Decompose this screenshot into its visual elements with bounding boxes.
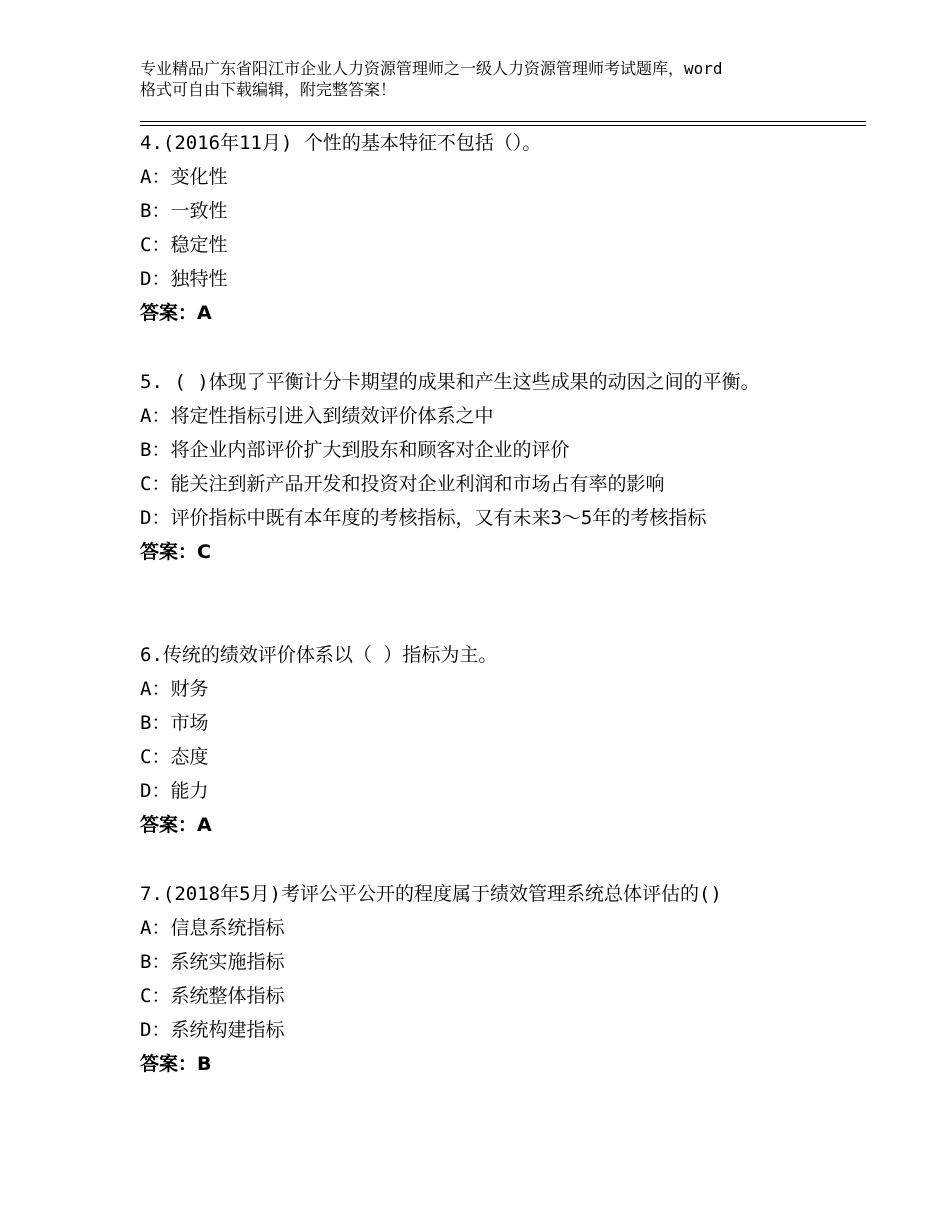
option-text: 系统构建指标 bbox=[170, 1019, 285, 1041]
option-c bbox=[140, 979, 830, 1013]
option-text: 能关注到新产品开发和投资对企业利润和市场占有率的影响 bbox=[170, 473, 665, 495]
option-text: 稳定性 bbox=[170, 234, 228, 256]
option-letter: A： bbox=[140, 678, 171, 700]
answer-label: 答案：A bbox=[140, 814, 212, 836]
option-letter: D： bbox=[140, 1019, 171, 1041]
option-text: 市场 bbox=[170, 712, 209, 734]
question-6 bbox=[140, 638, 830, 842]
option-text: 独特性 bbox=[170, 268, 228, 290]
question-stem: 7.(2018年5月)考评公平公开的程度属于绩效管理系统总体评估的() bbox=[140, 883, 722, 905]
option-d bbox=[140, 501, 800, 535]
option-letter: C： bbox=[140, 985, 171, 1007]
option-d bbox=[140, 1013, 830, 1047]
document-header bbox=[140, 58, 840, 100]
question-7 bbox=[140, 877, 830, 1081]
option-c bbox=[140, 228, 830, 262]
option-letter: C： bbox=[140, 473, 171, 495]
option-letter: A： bbox=[140, 917, 171, 939]
option-d bbox=[140, 774, 830, 808]
header-line-1: 专业精品广东省阳江市企业人力资源管理师之一级人力资源管理师考试题库，word bbox=[140, 59, 723, 78]
option-b bbox=[140, 433, 800, 467]
option-letter: B： bbox=[140, 200, 171, 222]
option-a bbox=[140, 160, 830, 194]
option-a bbox=[140, 672, 830, 706]
option-text: 信息系统指标 bbox=[170, 917, 285, 939]
option-letter: B： bbox=[140, 951, 171, 973]
option-a bbox=[140, 911, 830, 945]
option-text: 系统实施指标 bbox=[170, 951, 285, 973]
header-divider-top bbox=[140, 121, 866, 122]
option-b bbox=[140, 945, 830, 979]
question-stem: 6.传统的绩效评价体系以（ ）指标为主。 bbox=[140, 644, 498, 666]
option-text: 财务 bbox=[170, 678, 209, 700]
question-5 bbox=[140, 365, 800, 569]
option-letter: D： bbox=[140, 268, 171, 290]
option-d bbox=[140, 262, 830, 296]
option-text: 系统整体指标 bbox=[170, 985, 285, 1007]
option-text: 态度 bbox=[170, 746, 209, 768]
option-text: 变化性 bbox=[170, 166, 228, 188]
question-4 bbox=[140, 126, 830, 330]
option-text: 将定性指标引进入到绩效评价体系之中 bbox=[170, 405, 494, 427]
option-b bbox=[140, 194, 830, 228]
option-letter: C： bbox=[140, 234, 171, 256]
answer-label: 答案：B bbox=[140, 1053, 212, 1075]
option-text: 评价指标中既有本年度的考核指标，又有未来3～5年的考核指标 bbox=[170, 507, 707, 529]
option-b bbox=[140, 706, 830, 740]
option-c bbox=[140, 740, 830, 774]
option-letter: B： bbox=[140, 712, 171, 734]
option-text: 一致性 bbox=[170, 200, 228, 222]
header-line-2: 格式可自由下载编辑，附完整答案！ bbox=[140, 80, 397, 99]
answer-label: 答案：C bbox=[140, 541, 211, 563]
option-letter: D： bbox=[140, 780, 171, 802]
option-letter: A： bbox=[140, 166, 171, 188]
option-letter: B： bbox=[140, 439, 171, 461]
option-text: 能力 bbox=[170, 780, 209, 802]
option-text: 将企业内部评价扩大到股东和顾客对企业的评价 bbox=[170, 439, 570, 461]
option-a bbox=[140, 399, 800, 433]
option-letter: C： bbox=[140, 746, 171, 768]
answer-label: 答案：A bbox=[140, 302, 212, 324]
option-c bbox=[140, 467, 800, 501]
option-letter: A： bbox=[140, 405, 171, 427]
question-stem: 4.(2016年11月) 个性的基本特征不包括（）。 bbox=[140, 132, 542, 154]
option-letter: D： bbox=[140, 507, 171, 529]
question-stem: 5. ( )体现了平衡计分卡期望的成果和产生这些成果的动因之间的平衡。 bbox=[140, 371, 760, 393]
